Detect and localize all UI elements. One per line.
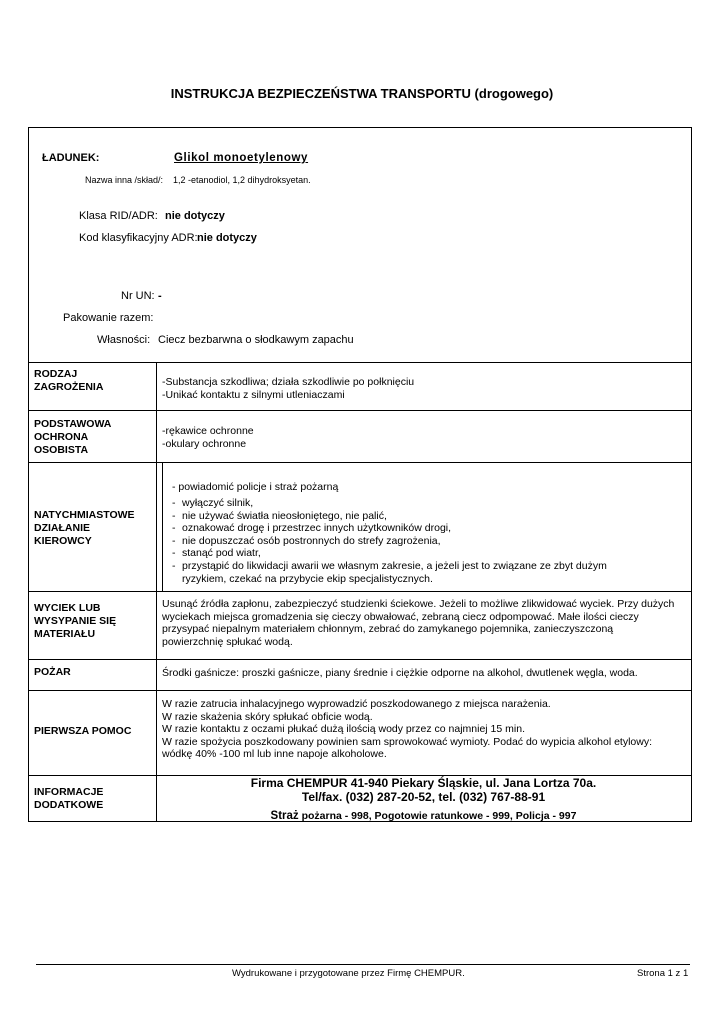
- document-title: INSTRUKCJA BEZPIECZEŃSTWA TRANSPORTU (drogowego): [170, 86, 554, 101]
- row-divider: [29, 591, 691, 592]
- cargo-label: ŁADUNEK:: [42, 152, 100, 164]
- packing-label: Pakowanie razem:: [63, 312, 154, 324]
- adr-code-value: nie dotyczy: [197, 232, 257, 244]
- row-divider: [29, 410, 691, 411]
- list-item: - wyłączyć silnik,: [172, 497, 607, 510]
- spill-text: Usunąć źródła zapłonu, zabezpieczyć studzienki ściekowe. Jeżeli to możliwe zlikwidować wyciek. Przy dużych wyciekach miejsca gromadzenia się cieczy obwałować, zebraną ciecz odpompować. Małe ilości cieczy przysypać niepalnym materiałem chłonnym, zebrać do zamykanego pojemnika, zanieczyszczoną powierzchnię spłukać wodą.: [162, 598, 675, 648]
- list-item: - nie dopuszczać osób postronnych do strefy zagrożenia,: [172, 535, 607, 548]
- list-item-continuation: ryzykiem, czekać na przybycie ekip specjalistycznych.: [182, 572, 433, 585]
- un-label: Nr UN:: [121, 290, 155, 302]
- info-label: INFORMACJE DODATKOWE: [34, 786, 104, 811]
- hazard-label: RODZAJ ZAGROŻENIA: [34, 368, 104, 393]
- company-phones: Tel/fax. (032) 287-20-52, tel. (032) 767-88-91: [301, 790, 546, 804]
- column-divider: [162, 462, 163, 591]
- rid-adr-label: Klasa RID/ADR:: [79, 210, 158, 222]
- spill-label: WYCIEK LUB WYSYPANIE SIĘ MATERIAŁU: [34, 602, 117, 640]
- fire-label: POŻAR: [34, 666, 71, 678]
- list-item: - stanąć pod wiatr,: [172, 547, 607, 560]
- column-divider: [156, 362, 157, 821]
- protection-text: -rękawice ochronne -okulary ochronne: [162, 425, 254, 450]
- first-aid-text: W razie zatrucia inhalacyjnego wyprowadzić poszkodowanego z miejsca narażenia. W razie skażenia skóry spłukać obficie wodą. W razie kontaktu z oczami płukać dużą ilością wody przez co najmniej 15 min. W razie spożycia poszkodowany powinien sam sprowokować wymioty. Podać do wypicia alkohol etylowy: wódkę 40% -100 ml lub inne napoje alkoholowe.: [162, 698, 653, 761]
- cargo-name: Glikol monoetylenowy: [174, 152, 309, 164]
- page-number: Strona 1 z 1: [637, 968, 689, 979]
- list-item: - nie używać światła nieosłoniętego, nie palić,: [172, 510, 607, 523]
- properties-value: Ciecz bezbarwna o słodkawym zapachu: [158, 334, 354, 346]
- first-aid-label: PIERWSZA POMOC: [34, 725, 132, 737]
- driver-first-action: - powiadomić policje i straż pożarną: [172, 481, 339, 493]
- instruction-frame: [28, 127, 692, 822]
- row-divider: [29, 690, 691, 691]
- fire-text: Środki gaśnicze: proszki gaśnicze, piany średnie i ciężkie odporne na alkohol, dwutlenek węgla, woda.: [162, 667, 638, 679]
- row-divider: [29, 362, 691, 363]
- other-names-label: Nazwa inna /skład/:: [85, 175, 164, 185]
- emergency-numbers: Straż pożarna - 998, Pogotowie ratunkowe - 999, Policja - 997: [270, 810, 577, 822]
- footer-divider: [36, 964, 690, 965]
- list-item: - oznakować drogę i przestrzec innych użytkowników drogi,: [172, 522, 607, 535]
- rid-adr-value: nie dotyczy: [165, 210, 225, 222]
- adr-code-label: Kod klasyfikacyjny ADR:: [79, 232, 198, 244]
- footer-printed-by: Wydrukowane i przygotowane przez Firmę CHEMPUR.: [232, 968, 465, 979]
- company-address: Firma CHEMPUR 41-940 Piekary Śląskie, ul. Jana Lortza 70a.: [250, 776, 597, 790]
- protection-label: PODSTAWOWA OCHRONA OSOBISTA: [34, 418, 112, 456]
- row-divider: [29, 462, 691, 463]
- row-divider: [29, 659, 691, 660]
- hazard-text: -Substancja szkodliwa; działa szkodliwie po połknięciu -Unikać kontaktu z silnymi utleniaczami: [162, 376, 415, 401]
- properties-label: Własności:: [97, 334, 151, 346]
- driver-label: NATYCHMIASTOWE DZIAŁANIE KIEROWCY: [34, 509, 135, 547]
- other-names-value: 1,2 -etanodiol, 1,2 dihydroksyetan.: [173, 175, 311, 185]
- driver-actions: [172, 497, 607, 585]
- un-value: -: [158, 290, 162, 302]
- list-item: - przystąpić do likwidacji awarii we własnym zakresie, a jeżeli jest to związane ze zbyt dużym: [172, 560, 607, 573]
